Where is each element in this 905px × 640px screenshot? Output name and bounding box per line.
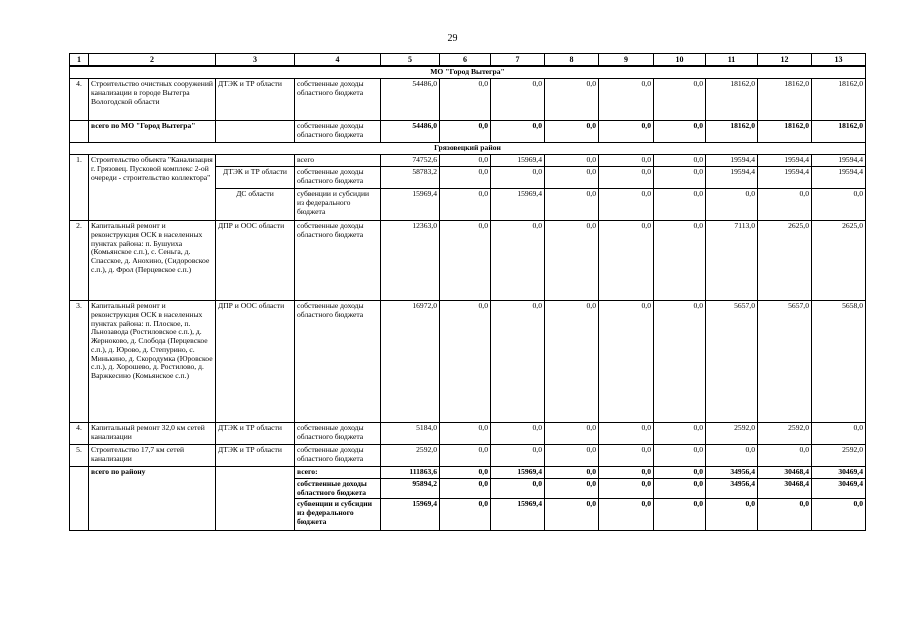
value-cell: 0,0 (440, 423, 491, 445)
value-cell: 58783,2 (381, 167, 440, 189)
row-source: собственные доходы областного бюджета (295, 445, 381, 467)
table-row (70, 79, 866, 121)
value-cell: 18162,0 (706, 121, 758, 143)
section-title-row (70, 66, 866, 79)
value-cell: 111863,6 (381, 467, 440, 479)
value-cell: 0,0 (440, 189, 491, 221)
value-cell: 0,0 (599, 121, 654, 143)
value-cell: 0,0 (491, 79, 545, 121)
row-name: Капитальный ремонт и реконструкция ОСК в населенных пунктах района: п. Бушуиха (Комьянское с.п.), с. Сеньга, д. Спасское, д. Анохино, (Сидоровское с.п.), д. Фрол (Перцевское с.п.) (89, 221, 216, 301)
row-number: 5. (70, 445, 89, 467)
row-executor: ДТЭК и ТР области (216, 167, 295, 189)
total-label: всего по району (89, 467, 216, 531)
row-number: 4. (70, 79, 89, 121)
budget-table (69, 53, 866, 531)
value-cell: 2592,0 (812, 445, 866, 467)
value-cell: 19594,4 (812, 155, 866, 167)
section-title: Грязовецкий район (70, 143, 866, 155)
header-cell: 1 (70, 54, 89, 67)
value-cell: 18162,0 (706, 79, 758, 121)
value-cell: 15969,4 (491, 467, 545, 479)
value-cell: 0,0 (599, 499, 654, 531)
value-cell: 0,0 (812, 423, 866, 445)
value-cell: 0,0 (599, 155, 654, 167)
value-cell: 0,0 (440, 79, 491, 121)
value-cell: 0,0 (654, 499, 706, 531)
header-cell: 3 (216, 54, 295, 67)
total-row (70, 121, 866, 143)
row-number: 3. (70, 301, 89, 423)
value-cell: 0,0 (654, 167, 706, 189)
value-cell: 15969,4 (381, 499, 440, 531)
header-cell: 5 (381, 54, 440, 67)
value-cell: 0,0 (758, 445, 812, 467)
value-cell: 18162,0 (812, 121, 866, 143)
row-source: собственные доходы областного бюджета (295, 121, 381, 143)
value-cell: 30468,4 (758, 467, 812, 479)
value-cell: 0,0 (545, 499, 599, 531)
row-name: Капитальный ремонт и реконструкция ОСК в населенных пунктах района: п. Плоское, п. Льнозавода (Ростиловское с.п.), д. Жерноково, д. Слобода (Перцевское с.п.), д. Юрово, д. Степурино, с. Минькино, д. Скородумка (Юровское с.п.), д. Хорошево, д. Ростилово, д. Варжкесино (Комьянское с.п.) (89, 301, 216, 423)
value-cell: 0,0 (654, 301, 706, 423)
value-cell: 0,0 (491, 221, 545, 301)
header-cell: 8 (545, 54, 599, 67)
section-title: МО "Город Вытегра" (70, 66, 866, 79)
value-cell: 0,0 (599, 467, 654, 479)
header-row (70, 54, 866, 67)
page-number: 29 (447, 33, 458, 44)
value-cell: 0,0 (545, 155, 599, 167)
value-cell: 0,0 (491, 445, 545, 467)
value-cell: 0,0 (599, 478, 654, 498)
value-cell: 19594,4 (812, 167, 866, 189)
row-source: собственные доходы областного бюджета (295, 301, 381, 423)
value-cell: 34956,4 (706, 478, 758, 498)
value-cell: 0,0 (545, 478, 599, 498)
value-cell: 0,0 (440, 167, 491, 189)
value-cell: 0,0 (545, 445, 599, 467)
value-cell: 95894,2 (381, 478, 440, 498)
value-cell: 0,0 (654, 79, 706, 121)
value-cell: 30468,4 (758, 478, 812, 498)
header-cell: 4 (295, 54, 381, 67)
value-cell: 0,0 (654, 189, 706, 221)
value-cell: 18162,0 (758, 79, 812, 121)
row-number: 1. (70, 155, 89, 221)
value-cell: 0,0 (440, 221, 491, 301)
value-cell: 0,0 (706, 189, 758, 221)
row-source: собственные доходы областного бюджета (295, 423, 381, 445)
total-row (70, 467, 866, 479)
value-cell: 0,0 (545, 189, 599, 221)
value-cell: 15969,4 (381, 189, 440, 221)
value-cell: 18162,0 (758, 121, 812, 143)
value-cell: 30469,4 (812, 467, 866, 479)
value-cell: 5184,0 (381, 423, 440, 445)
row-executor: ДТЭК и ТР области (216, 79, 295, 121)
value-cell: 19594,4 (706, 155, 758, 167)
value-cell: 0,0 (654, 478, 706, 498)
value-cell: 0,0 (758, 189, 812, 221)
value-cell: 0,0 (654, 221, 706, 301)
row-source: всего (295, 155, 381, 167)
value-cell: 0,0 (491, 121, 545, 143)
value-cell: 0,0 (545, 221, 599, 301)
value-cell: 5657,0 (706, 301, 758, 423)
value-cell: 2625,0 (812, 221, 866, 301)
row-executor: ДС области (216, 189, 295, 221)
value-cell: 0,0 (440, 121, 491, 143)
value-cell: 0,0 (599, 423, 654, 445)
row-name: Строительство объекта "Канализация г. Грязовец. Пусковой комплекс 2-ой очереди - строительство коллектора" (89, 155, 216, 221)
value-cell: 2592,0 (381, 445, 440, 467)
value-cell: 2592,0 (706, 423, 758, 445)
value-cell: 7113,0 (706, 221, 758, 301)
row-source: субвенции и субсидии из федерального бюджета (295, 189, 381, 221)
value-cell: 54486,0 (381, 121, 440, 143)
header-cell: 11 (706, 54, 758, 67)
value-cell: 0,0 (599, 167, 654, 189)
value-cell: 16972,0 (381, 301, 440, 423)
header-cell: 9 (599, 54, 654, 67)
value-cell: 0,0 (599, 189, 654, 221)
value-cell: 2592,0 (758, 423, 812, 445)
value-cell: 34956,4 (706, 467, 758, 479)
value-cell: 0,0 (706, 499, 758, 531)
row-name: Строительство 17,7 км сетей канализации (89, 445, 216, 467)
table-row (70, 221, 866, 301)
row-executor: ДТЭК и ТР области (216, 423, 295, 445)
row-source: собственные доходы областного бюджета (295, 79, 381, 121)
row-source: собственные доходы областного бюджета (295, 478, 381, 498)
value-cell: 0,0 (545, 467, 599, 479)
value-cell: 5658,0 (812, 301, 866, 423)
header-cell: 10 (654, 54, 706, 67)
value-cell: 0,0 (491, 301, 545, 423)
header-cell: 13 (812, 54, 866, 67)
value-cell: 0,0 (599, 221, 654, 301)
value-cell: 0,0 (491, 478, 545, 498)
value-cell: 0,0 (545, 121, 599, 143)
table-row (70, 423, 866, 445)
section-title-row (70, 143, 866, 155)
row-name: Строительство очистных сооружений канализации в городе Вытегра Вологодской области (89, 79, 216, 121)
value-cell: 0,0 (654, 121, 706, 143)
value-cell: 0,0 (545, 423, 599, 445)
row-executor: ДПР и ООС области (216, 221, 295, 301)
row-source: собственные доходы областного бюджета (295, 167, 381, 189)
value-cell: 15969,4 (491, 155, 545, 167)
value-cell: 0,0 (706, 445, 758, 467)
value-cell: 74752,6 (381, 155, 440, 167)
value-cell: 0,0 (440, 445, 491, 467)
header-cell: 2 (89, 54, 216, 67)
value-cell: 0,0 (654, 467, 706, 479)
value-cell: 0,0 (654, 423, 706, 445)
row-executor (216, 155, 295, 167)
value-cell: 12363,0 (381, 221, 440, 301)
value-cell: 0,0 (440, 301, 491, 423)
value-cell: 30469,4 (812, 478, 866, 498)
value-cell: 0,0 (440, 478, 491, 498)
table-row (70, 155, 866, 167)
value-cell: 0,0 (758, 499, 812, 531)
value-cell: 19594,4 (758, 155, 812, 167)
value-cell: 19594,4 (758, 167, 812, 189)
value-cell: 0,0 (599, 445, 654, 467)
value-cell: 0,0 (440, 155, 491, 167)
value-cell: 0,0 (440, 499, 491, 531)
header-cell: 12 (758, 54, 812, 67)
value-cell: 0,0 (545, 79, 599, 121)
value-cell: 0,0 (491, 167, 545, 189)
row-number: 2. (70, 221, 89, 301)
value-cell: 0,0 (654, 155, 706, 167)
value-cell: 0,0 (599, 301, 654, 423)
value-cell: 5657,0 (758, 301, 812, 423)
value-cell: 19594,4 (706, 167, 758, 189)
value-cell: 0,0 (812, 499, 866, 531)
row-name: Капитальный ремонт 32,0 км сетей канализации (89, 423, 216, 445)
header-cell: 7 (491, 54, 545, 67)
table-row (70, 445, 866, 467)
table-row (70, 301, 866, 423)
value-cell: 0,0 (545, 167, 599, 189)
row-source: всего: (295, 467, 381, 479)
value-cell: 0,0 (545, 301, 599, 423)
total-label: всего по МО "Город Вытегра" (89, 121, 216, 143)
row-number: 4. (70, 423, 89, 445)
row-source: субвенции и субсидии из федерального бюджета (295, 499, 381, 531)
value-cell: 54486,0 (381, 79, 440, 121)
value-cell: 0,0 (440, 467, 491, 479)
value-cell: 2625,0 (758, 221, 812, 301)
value-cell: 0,0 (491, 423, 545, 445)
value-cell: 0,0 (654, 445, 706, 467)
row-source: собственные доходы областного бюджета (295, 221, 381, 301)
row-executor: ДПР и ООС области (216, 301, 295, 423)
value-cell: 0,0 (599, 79, 654, 121)
row-executor: ДТЭК и ТР области (216, 445, 295, 467)
value-cell: 0,0 (812, 189, 866, 221)
value-cell: 15969,4 (491, 189, 545, 221)
value-cell: 15969,4 (491, 499, 545, 531)
value-cell: 18162,0 (812, 79, 866, 121)
header-cell: 6 (440, 54, 491, 67)
